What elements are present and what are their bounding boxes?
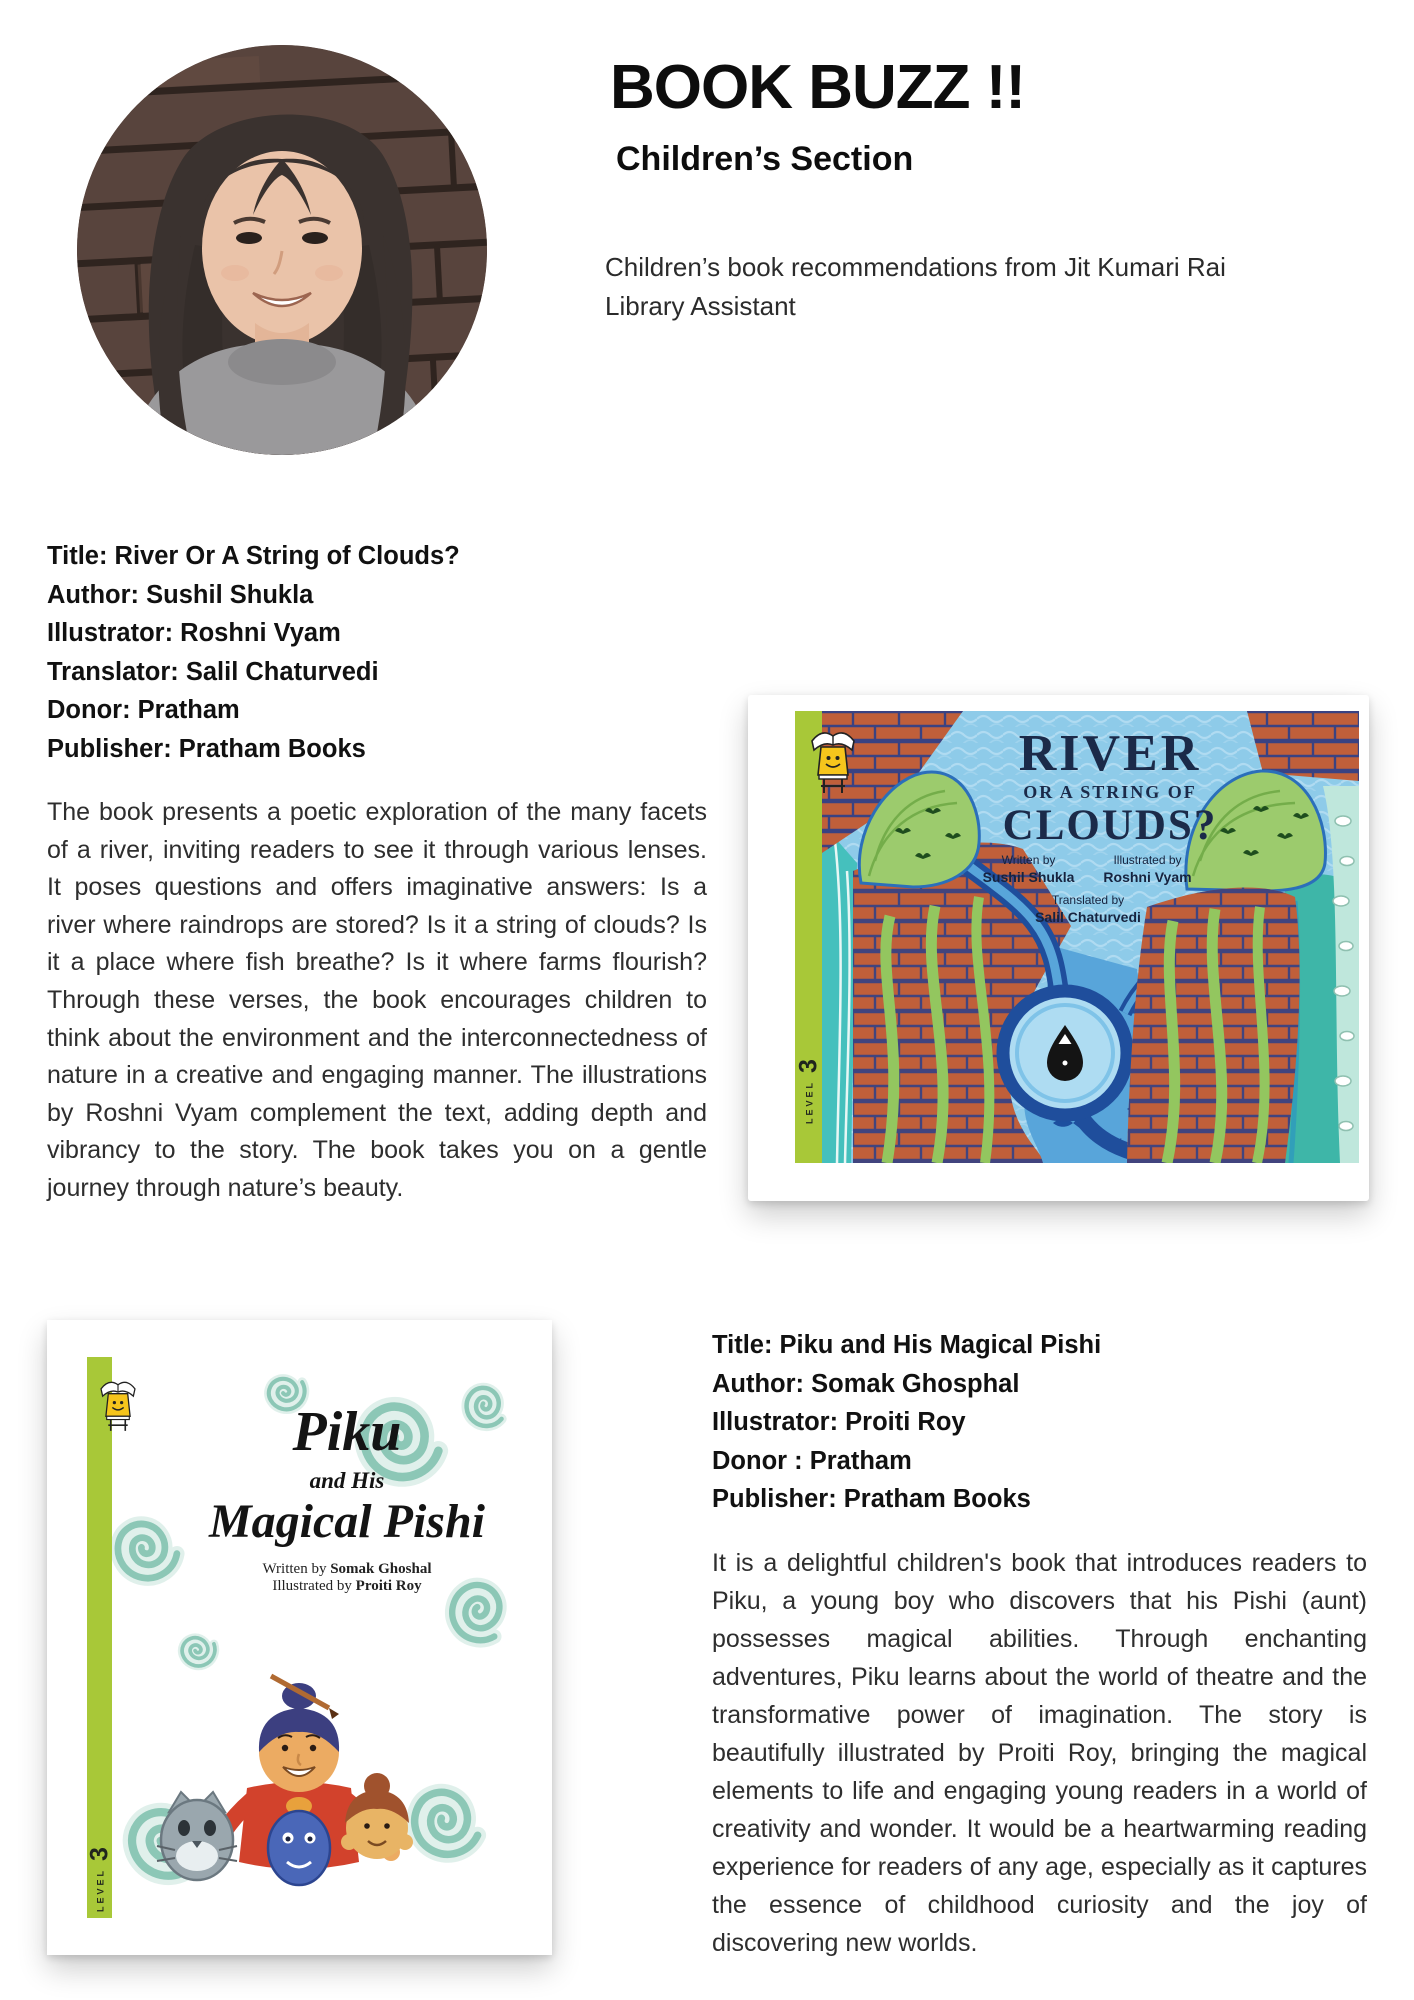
cover2-title-line2: and His — [309, 1468, 385, 1493]
book2-donor-line: Donor : Pratham — [712, 1446, 912, 1475]
book2-title-line: Title: Piku and His Magical Pishi — [712, 1331, 1102, 1359]
pratham-logo-icon — [807, 725, 859, 797]
cover1-illustrated-by-name: Roshni Vyam — [1103, 869, 1192, 885]
header-description-line1: Children’s book recommendations from Jit Kumari Rai — [605, 252, 1226, 282]
cover1-title — [990, 727, 1230, 848]
cover2-illustrated-by-name: Proiti Roy — [355, 1578, 422, 1594]
book1-description: The book presents a poetic exploration of the many facets of a river, inviting readers to see it through various lenses. It poses questions and offers imaginative answers: Is a river where raindrops are stored? Is it a string of clouds? Is it a place where fish breathe? Is it where farms flourish? Through these verses, the book encourages children to think about the environment and the interconnectedness of nature in a creative and engaging manner. The illustrations by Roshni Vyam complement the text, adding depth and vibrancy to the story. The book takes you on a gentle journey through nature’s beauty. — [47, 798, 707, 1202]
cover2-written-by-label: Written by — [262, 1561, 327, 1577]
book2-publisher-line: Publisher: Pratham Books — [712, 1485, 1031, 1513]
cover1-written-by-name: Sushil Shukla — [982, 869, 1075, 885]
header-description — [605, 248, 1385, 326]
cover1-level-label: LEVEL — [804, 1079, 814, 1124]
librarian-photo — [77, 45, 487, 455]
librarian-portrait-illustration — [77, 45, 487, 455]
cover1-level-badge — [796, 1061, 823, 1123]
cover2-credits — [157, 1561, 537, 1595]
book1-author-line: Author: Sushil Shukla — [47, 580, 314, 609]
cover1-translated-by — [973, 893, 1203, 925]
cover2-illustrated-by — [157, 1578, 537, 1595]
cover2-written-by-name: Somak Ghoshal — [330, 1561, 432, 1577]
cover1-credits — [973, 853, 1203, 885]
book1-donor-line: Donor: Pratham — [47, 696, 240, 724]
cover1-translated-by-name: Salil Chaturvedi — [1035, 909, 1141, 925]
cover2-title-line3: Magical Pishi — [208, 1495, 486, 1548]
cover2-illustrated-by-label: Illustrated by — [272, 1578, 352, 1594]
cover2-title-line1: Piku — [292, 1401, 402, 1463]
cover1-written-by-label: Written by — [1001, 853, 1056, 867]
pratham-logo-icon — [97, 1373, 139, 1437]
cover2-written-by — [157, 1561, 537, 1578]
book1-metadata — [47, 537, 727, 768]
page-title: BOOK BUZZ !! — [610, 53, 1026, 122]
cover1-title-line1: RIVER — [1018, 725, 1202, 782]
book2-metadata — [712, 1326, 1392, 1519]
cover1-title-line3: CLOUDS? — [1002, 802, 1218, 850]
cover1-level-number: 3 — [795, 1059, 823, 1073]
section-subtitle: Children’s Section — [616, 140, 914, 178]
cover2-level-label: LEVEL — [95, 1867, 105, 1912]
book2-cover-card — [47, 1320, 552, 1955]
cover2-title — [157, 1401, 537, 1548]
header-description-line2: Library Assistant — [605, 291, 796, 321]
cover2-level-number: 3 — [85, 1847, 114, 1861]
book2-illustrator-line: Illustrator: Proiti Roy — [712, 1408, 966, 1436]
book1-cover-image — [795, 711, 1359, 1163]
book1-translator-line: Translator: Salil Chaturvedi — [47, 657, 379, 686]
water-drop-icon — [1003, 991, 1127, 1115]
cover1-title-line2: OR A STRING OF — [1023, 782, 1197, 803]
cover1-translated-by-label: Translated by — [1051, 893, 1125, 907]
cover2-level-badge — [87, 1849, 114, 1911]
book2-description: It is a delightful children's book that introduces readers to Piku, a young boy who discovers that his Pishi (aunt) possesses magical abilities. Through enchanting adventures, Piku learns about the world of theatre and the transformative power of imagination. The story is beautifully illustrated by Proiti Roy, bringing the magical elements to life and engaging young readers in a world of creativity and wonder. It would be a heartwarming reading experience for readers of any age, especially as it captures the essence of childhood curiosity and the joy of discovering new worlds. — [712, 1549, 1367, 1957]
book1-illustrator-line: Illustrator: Roshni Vyam — [47, 619, 341, 647]
book1-title-line: Title: River Or A String of Clouds? — [47, 542, 460, 570]
book1-cover-card — [748, 695, 1369, 1201]
book2-author-line: Author: Somak Ghosphal — [712, 1369, 1020, 1398]
cover1-illustrated-by-label: Illustrated by — [1113, 853, 1182, 867]
book1-publisher-line: Publisher: Pratham Books — [47, 734, 366, 763]
